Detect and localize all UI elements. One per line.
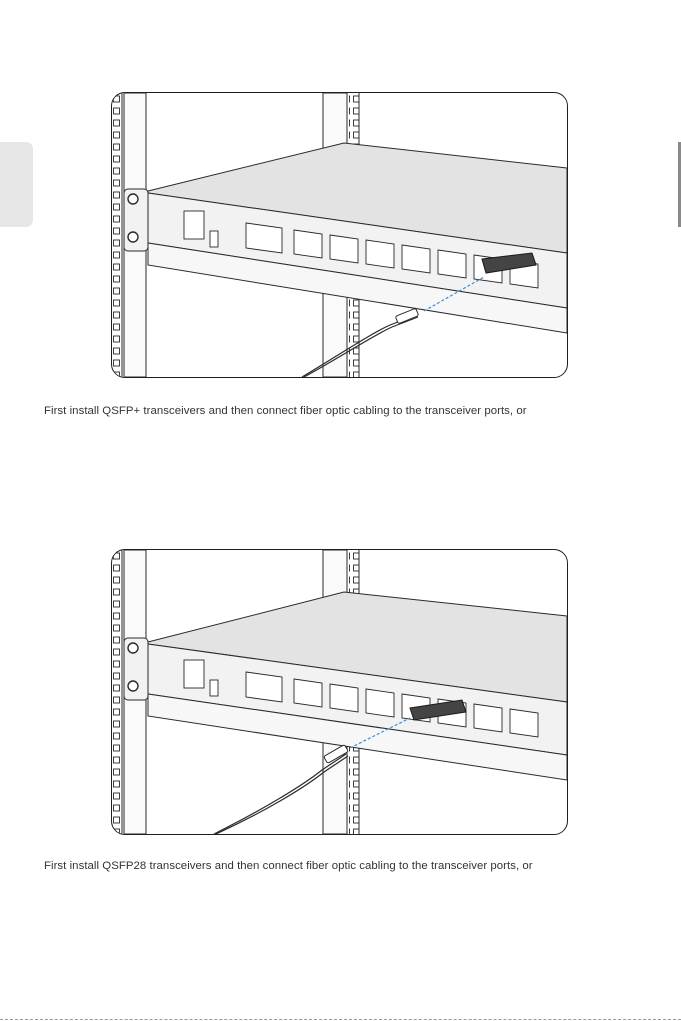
qsfp28-caption: First install QSFP28 transceivers and then connect fiber optic cabling to the transceiver ports, or <box>44 860 533 872</box>
rack-switch-illustration <box>112 93 567 377</box>
page-bottom-rule <box>0 1019 681 1020</box>
chapter-side-tab <box>0 142 33 227</box>
qsfp28-installation-figure <box>111 549 568 835</box>
rack-switch-illustration <box>112 550 567 834</box>
qsfp-plus-installation-figure <box>111 92 568 378</box>
qsfp-plus-caption: First install QSFP+ transceivers and then connect fiber optic cabling to the transceiver ports, or <box>44 405 527 417</box>
